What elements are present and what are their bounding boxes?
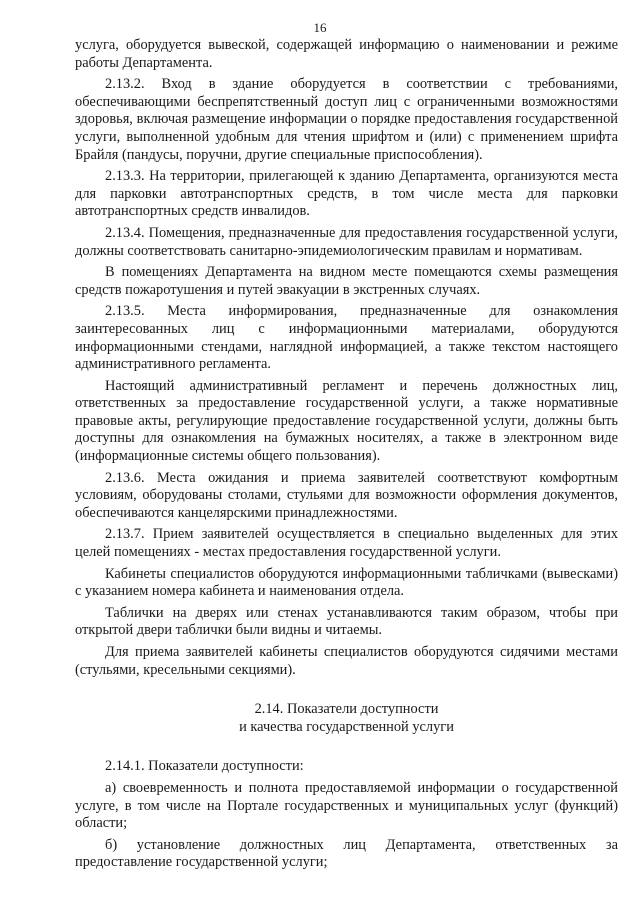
paragraph-2-13-7: 2.13.7. Прием заявителей осуществляется в специально выделенных для этих целей помещениях - местах предоставления государственной услуги. (75, 526, 618, 561)
paragraph-door-signs: Таблички на дверях или стенах устанавливаются таким образом, чтобы при открытой двери таблички были видны и читаемы. (75, 604, 618, 639)
document-body (75, 37, 618, 876)
paragraph-2-13-4: 2.13.4. Помещения, предназначенные для предоставления государственной услуги, должны соответствовать санитарно-эпидемиологическим правилам и нормативам. (75, 224, 618, 259)
paragraph-regulation-availability: Настоящий административный регламент и перечень должностных лиц, ответственных за предоставление государственной услуги, а также нормативные правовые акты, регулирующие предоставление государственной услуги, должны быть доступны для ознакомления на бумажных носителях, а также в электронном виде (информационные системы общего пользования). (75, 377, 618, 465)
paragraph-seating: Для приема заявителей кабинеты специалистов оборудуются сидячими местами (стульями, кресельными секциями). (75, 644, 618, 678)
paragraph-2-13-2: 2.13.2. Вход в здание оборудуется в соответствии с требованиями, обеспечивающими беспрепятственный доступ лиц с ограниченными возможностями здоровья, включая размещение информации о порядке предоставления государственной услуги, выполненной удобным для чтения шрифтом и (или) с применением шрифта Брайля (пандусы, поручни, другие специальные приспособления). (75, 76, 618, 163)
paragraph-office-signs: Кабинеты специалистов оборудуются информационными табличками (вывесками) с указанием номера кабинета и наименования отдела. (75, 565, 618, 600)
paragraph-evacuation-schemes: В помещениях Департамента на видном месте помещаются схемы размещения средств пожаротушения и путей эвакуации в экстренных случаях. (75, 264, 618, 298)
paragraph-continuation: услуга, оборудуется вывеской, содержащей информацию о наименовании и режиме работы Департамента. (75, 37, 618, 71)
page-number: 16 (313, 20, 327, 35)
paragraph-2-14-1: 2.14.1. Показатели доступности: (105, 758, 304, 775)
section-heading-line-1: 2.14. Показатели доступности (254, 701, 439, 718)
list-item-a: а) своевременность и полнота предоставляемой информации о государственной услуге, в том числе на Портале государственных и муниципальных услуг (функций) области; (75, 779, 618, 832)
paragraph-2-13-3: 2.13.3. На территории, прилегающей к зданию Департамента, организуются места для парковки автотранспортных средств, в том числе места для парковки автотранспортных средств инвалидов. (75, 168, 618, 220)
section-heading-line-2: и качества государственной услуги (239, 718, 454, 735)
paragraph-2-13-6: 2.13.6. Места ожидания и приема заявителей соответствуют комфортным условиям, оборудованы столами, стульями для возможности оформления документов, обеспечиваются канцелярскими принадлежностями. (75, 469, 618, 521)
list-item-b: б) установление должностных лиц Департамента, ответственных за предоставление государственной услуги; (75, 836, 618, 871)
paragraph-2-13-5: 2.13.5. Места информирования, предназначенные для ознакомления заинтересованных лиц с информационными материалами, оборудуются информационными стендами, наглядной информацией, а также текстом настоящего административного регламента. (75, 303, 618, 373)
